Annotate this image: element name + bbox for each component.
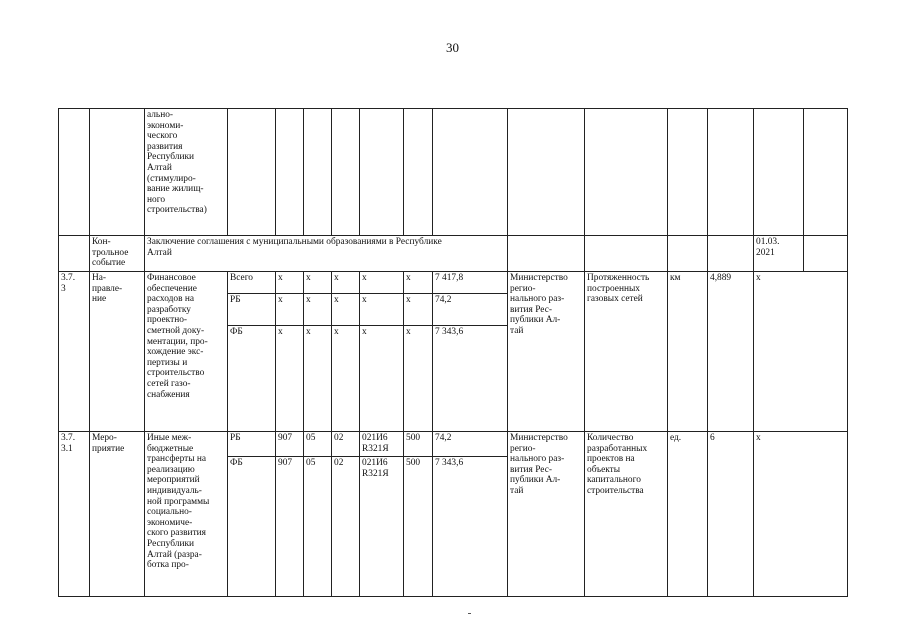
budget-code: х	[276, 294, 304, 326]
budget-code: 021И6 R321Я	[360, 432, 404, 457]
budget-code: х	[404, 326, 433, 432]
item-number: 3.7. 3.1	[59, 432, 90, 597]
funding-source: ФБ	[228, 326, 276, 432]
indicator-value: 4,889	[708, 272, 754, 432]
control-event-date: 01.03. 2021	[754, 236, 804, 272]
item-type: Меро- приятие	[90, 432, 145, 597]
budget-code: 907	[276, 432, 304, 457]
item-number: 3.7. 3	[59, 272, 90, 432]
item-date: х	[754, 432, 848, 597]
amount: 7 417,8	[433, 272, 508, 294]
table-row	[59, 272, 848, 294]
budget-code: х	[360, 272, 404, 294]
budget-code: х	[304, 272, 332, 294]
page-number: 30	[446, 40, 459, 55]
indicator: Количество разработанных проектов на объекты капитального строительства	[585, 432, 668, 597]
budget-code: х	[332, 326, 360, 432]
budget-code: 02	[332, 457, 360, 597]
budget-code: х	[304, 326, 332, 432]
funding-source: Всего	[228, 272, 276, 294]
table-row	[59, 432, 848, 457]
item-type: На- правле- ние	[90, 272, 145, 432]
budget-code: 500	[404, 457, 433, 597]
budget-code: х	[404, 294, 433, 326]
budget-code: 05	[304, 432, 332, 457]
unit: ед.	[668, 432, 708, 597]
budget-code: х	[360, 326, 404, 432]
item-name: Финансовое обеспечение расходов на разработку проектно- сметной доку- ментации, про- хождение экс- пертизы и строительство сетей газо- снабжения	[145, 272, 228, 432]
budget-code: 907	[276, 457, 304, 597]
indicator: Протяженность построенных газовых сетей	[585, 272, 668, 432]
budget-code: х	[332, 272, 360, 294]
budget-code: х	[360, 294, 404, 326]
budget-table	[58, 108, 848, 597]
amount: 7 343,6	[433, 457, 508, 597]
executor: Министерство регио- нального раз- вития Рес- публики Ал- тай	[508, 272, 585, 432]
budget-code: х	[304, 294, 332, 326]
indicator-value: 6	[708, 432, 754, 597]
budget-code: 05	[304, 457, 332, 597]
scan-mark	[468, 613, 471, 614]
budget-code: 02	[332, 432, 360, 457]
funding-source: РБ	[228, 432, 276, 457]
table-row	[59, 109, 848, 236]
continuation-text: ально- экономи- ческого развития Республики Алтай (стимулиро- вание жилищ- ного строительства)	[145, 109, 228, 236]
item-date: х	[754, 272, 848, 432]
amount: 74,2	[433, 432, 508, 457]
executor: Министерство регио- нального раз- вития Рес- публики Ал- тай	[508, 432, 585, 597]
budget-code: х	[404, 272, 433, 294]
table-row	[59, 236, 848, 272]
unit: км	[668, 272, 708, 432]
budget-code: х	[332, 294, 360, 326]
budget-code: 021И6 R321Я	[360, 457, 404, 597]
control-event-description: Заключение соглашения с муниципальными образованиями в Республике Алтай	[145, 236, 508, 272]
budget-code: х	[276, 272, 304, 294]
funding-source: ФБ	[228, 457, 276, 597]
budget-code: х	[276, 326, 304, 432]
control-event-type: Кон- трольное событие	[90, 236, 145, 272]
funding-source: РБ	[228, 294, 276, 326]
amount: 74,2	[433, 294, 508, 326]
item-name: Иные меж- бюджетные трансферты на реализацию мероприятий индивидуаль- ной программы социально- экономиче- ского развития Республики Алтай (разра- ботка про-	[145, 432, 228, 597]
budget-code: 500	[404, 432, 433, 457]
amount: 7 343,6	[433, 326, 508, 432]
